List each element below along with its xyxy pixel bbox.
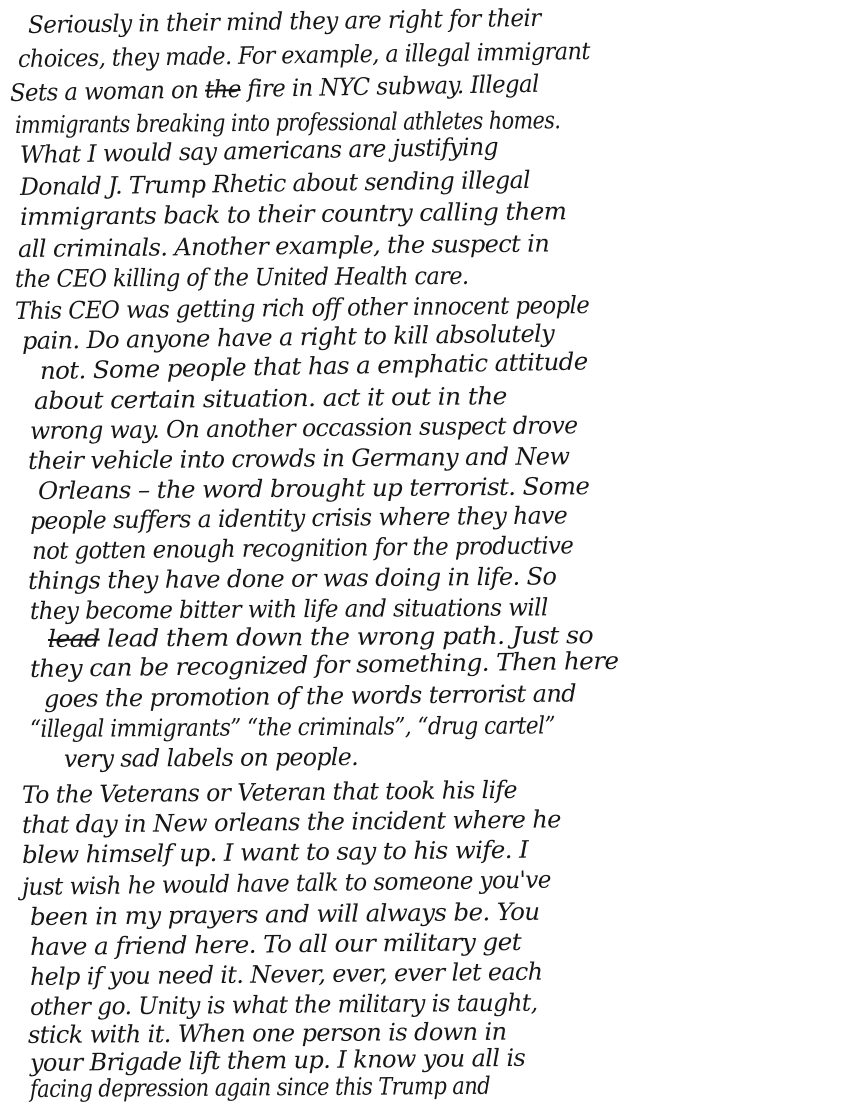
- text-line: have a friend here. To all our military get: [29, 927, 522, 961]
- text-line: Donald J. Trump Rhetic about sending illegal: [19, 165, 531, 201]
- crossed-out-word: the: [204, 74, 241, 104]
- text-line: just wish he would have talk to someone you've: [21, 865, 551, 901]
- text-line-segment: [10, 69, 539, 108]
- line-text: fire in NYC subway. Illegal: [247, 69, 539, 103]
- text-line: that day in New orleans the incident where he: [21, 805, 561, 839]
- text-line: stick with it. When one person is down in: [27, 1017, 507, 1049]
- text-line: To the Veterans or Veteran that took his life: [21, 775, 518, 809]
- line-text: Sets a woman on: [9, 75, 199, 107]
- text-line: immigrants back to their country calling them: [19, 197, 567, 231]
- text-line: This CEO was getting rich off other innocent people: [14, 290, 590, 325]
- text-line: choices, they made. For example, a illegal immigrant: [17, 37, 590, 73]
- text-line: other go. Unity is what the military is taught,: [29, 988, 538, 1021]
- text-line: Orleans – the word brought up terrorist. Some: [37, 472, 590, 505]
- text-line: they become bitter with life and situations will: [29, 593, 548, 625]
- text-line: What I would say americans are justifying: [19, 132, 499, 169]
- text-line: not. Some people that has a emphatic attitude: [39, 347, 588, 385]
- text-line: Seriously in their mind they are right for their: [27, 3, 541, 39]
- text-line: they can be recognized for something. Then here: [29, 646, 619, 683]
- text-line: “illegal immigrants” “the criminals”, “drug cartel”: [29, 711, 556, 743]
- text-line: immigrants breaking into professional athletes homes.: [14, 106, 561, 139]
- text-line: people suffers a identity crisis where they have: [29, 501, 568, 535]
- text-line: wrong way. On another occassion suspect drove: [29, 411, 578, 445]
- text-line: their vehicle into crowds in Germany and New: [27, 442, 570, 475]
- line-text: lead them down the wrong path. Just so: [106, 621, 594, 653]
- text-line: the CEO killing of the United Health care.: [14, 261, 469, 293]
- text-line: pain. Do anyone have a right to kill absolutely: [21, 319, 555, 355]
- text-line: things they have done or was doing in life. So: [27, 562, 557, 595]
- text-line: about certain situation. act it out in the: [33, 382, 507, 415]
- text-line: very sad labels on people.: [63, 742, 359, 773]
- text-line: not gotten enough recognition for the productive: [31, 531, 574, 565]
- text-line: facing depression again since this Trump and: [29, 1071, 491, 1103]
- text-line: your Brigade lift them up. I know you all is: [29, 1043, 526, 1077]
- crossed-out-word: lead: [47, 624, 100, 653]
- text-line: goes the promotion of the words terrorist and: [43, 679, 577, 713]
- text-line: all criminals. Another example, the suspect in: [17, 229, 550, 263]
- text-line: been in my prayers and will always be. You: [29, 897, 540, 931]
- text-line: blew himself up. I want to say to his wife. I: [21, 835, 529, 869]
- text-line: help if you need it. Never, ever, ever let each: [29, 957, 543, 991]
